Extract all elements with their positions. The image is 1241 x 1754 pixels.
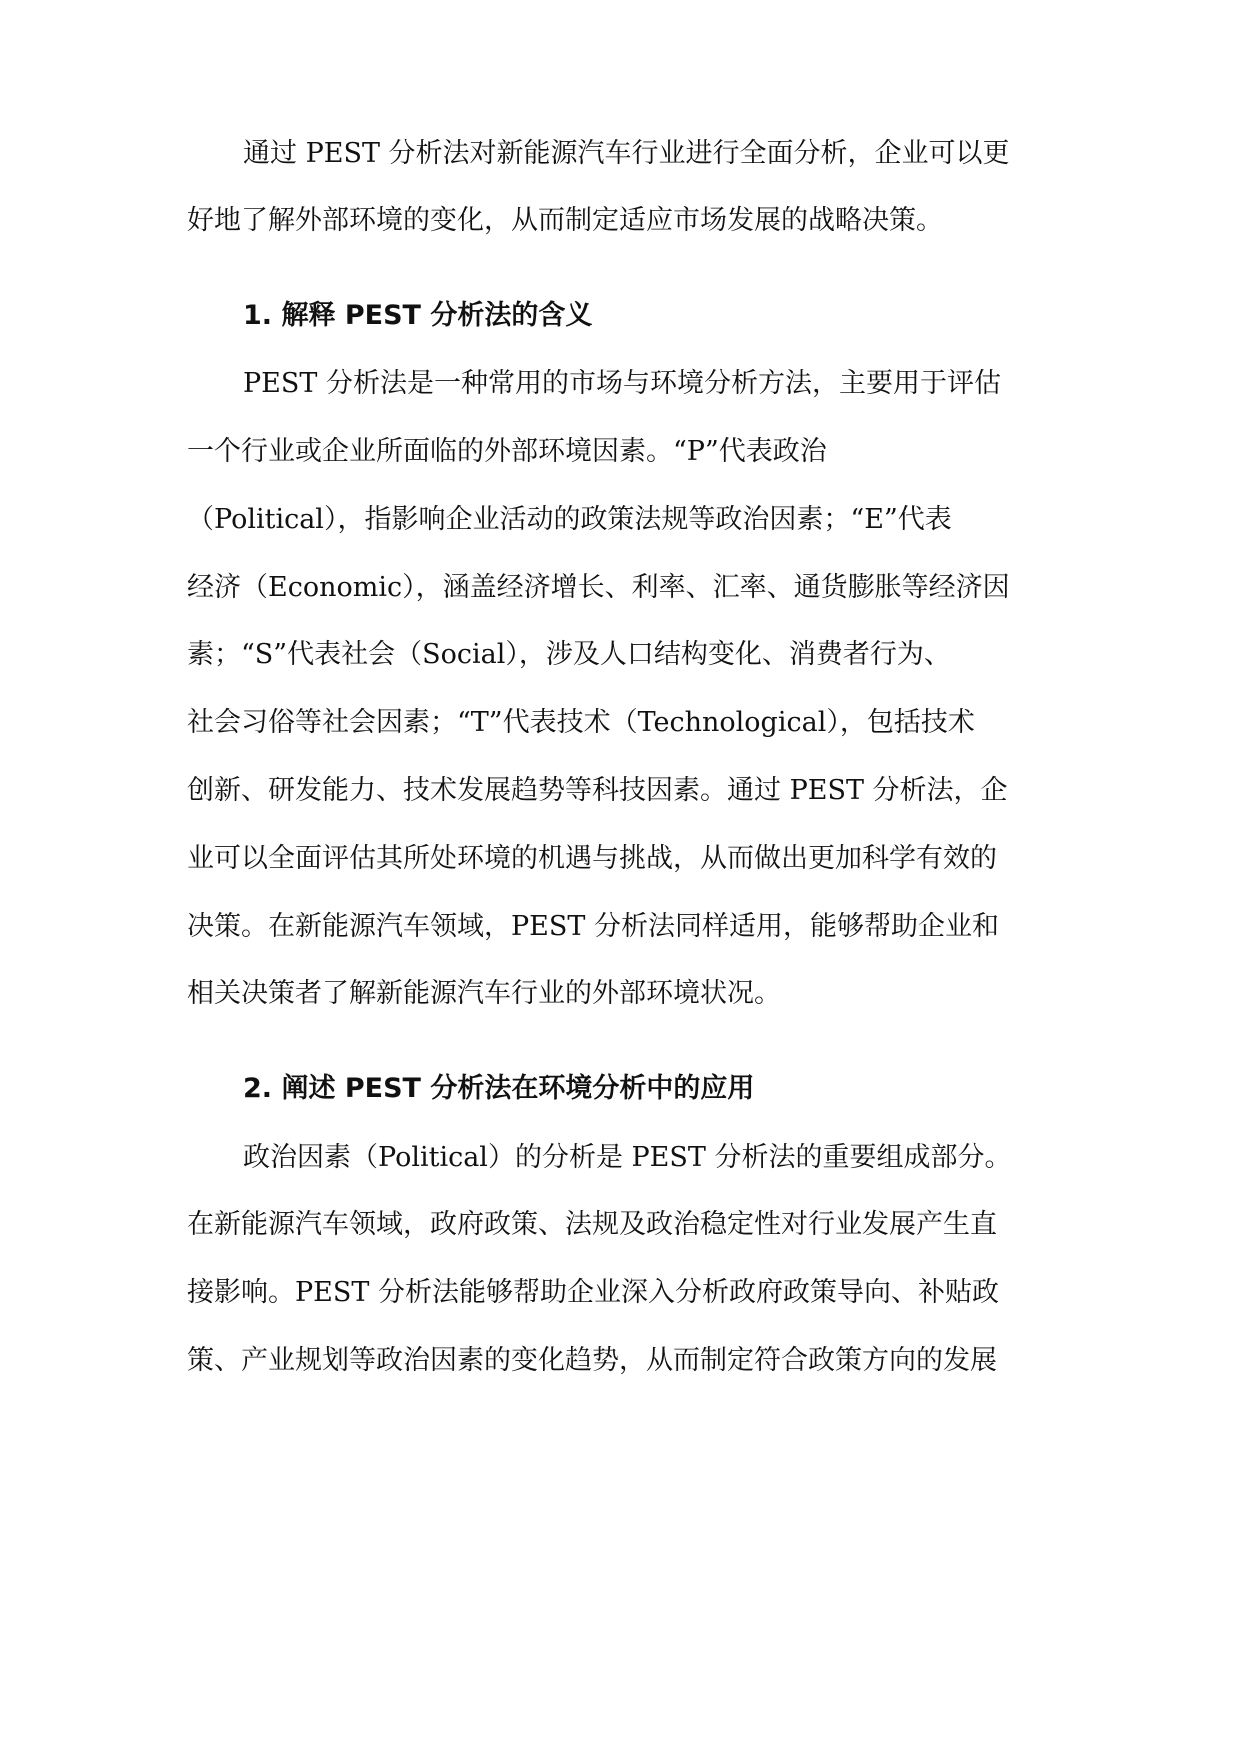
section-1-line-6: 社会习俗等社会因素；“T”代表技术（Technological），包括技术 [187, 707, 975, 738]
section-1-line-9: 决策。在新能源汽车领域，PEST 分析法同样适用，能够帮助企业和 [187, 911, 999, 942]
section-1-line-7: 创新、研发能力、技术发展趋势等科技因素。通过 PEST 分析法，企 [187, 775, 1008, 806]
section-2-line-4: 策、产业规划等政治因素的变化趋势，从而制定符合政策方向的发展 [187, 1345, 997, 1376]
section-1-line-2: 一个行业或企业所面临的外部环境因素。“P”代表政治 [187, 436, 827, 467]
section-2-line-3: 接影响。PEST 分析法能够帮助企业深入分析政府政策导向、补贴政 [187, 1277, 999, 1308]
section-2-line-2: 在新能源汽车领域，政府政策、法规及政治稳定性对行业发展产生直 [187, 1209, 997, 1240]
intro-line-1: 通过 PEST 分析法对新能源汽车行业进行全面分析，企业可以更 [243, 138, 1010, 169]
section-2-heading: 2. 阐述 PEST 分析法在环境分析中的应用 [243, 1073, 755, 1104]
section-1-heading: 1. 解释 PEST 分析法的含义 [243, 300, 593, 331]
section-1-line-10: 相关决策者了解新能源汽车行业的外部环境状况。 [187, 978, 781, 1009]
intro-line-2: 好地了解外部环境的变化，从而制定适应市场发展的战略决策。 [187, 205, 943, 236]
section-2-line-1: 政治因素（Political）的分析是 PEST 分析法的重要组成部分。 [243, 1142, 1012, 1173]
section-1-line-5: 素；“S”代表社会（Social），涉及人口结构变化、消费者行为、 [187, 639, 951, 670]
section-1-line-3: （Political），指影响企业活动的政策法规等政治因素；“E”代表 [187, 504, 952, 535]
section-1-line-4: 经济（Economic），涵盖经济增长、利率、汇率、通货膨胀等经济因 [187, 572, 1010, 603]
section-1-line-1: PEST 分析法是一种常用的市场与环境分析方法，主要用于评估 [243, 368, 1001, 399]
section-1-line-8: 业可以全面评估其所处环境的机遇与挑战，从而做出更加科学有效的 [187, 843, 997, 874]
